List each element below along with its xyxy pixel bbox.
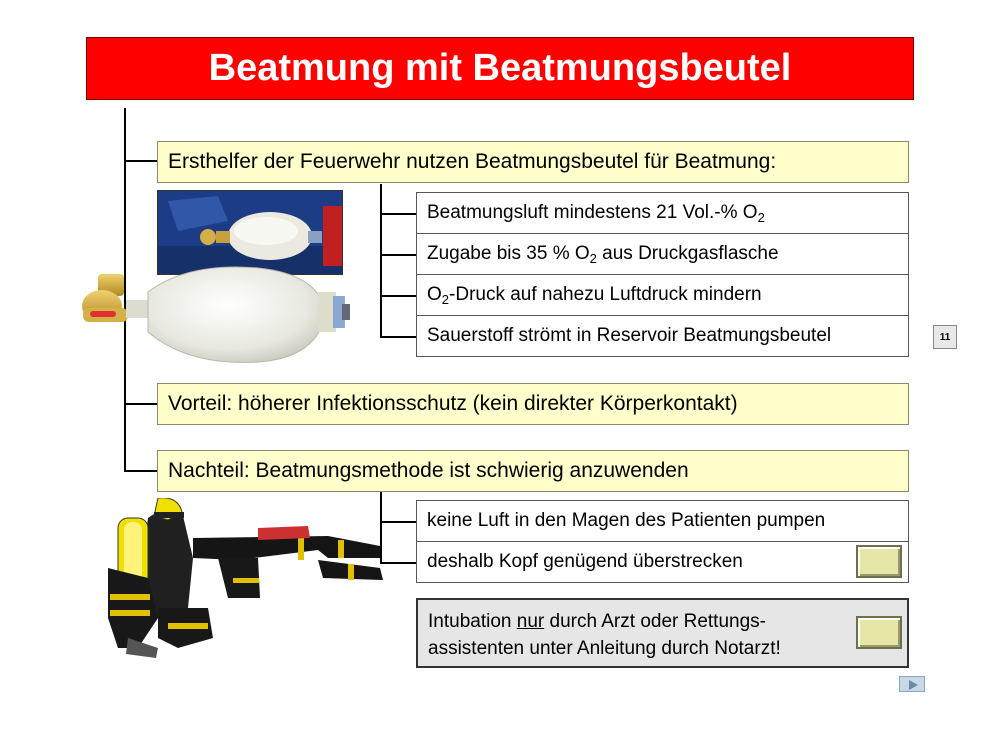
branch-line-2 bbox=[124, 403, 158, 405]
list-item-keine-luft bbox=[416, 500, 909, 542]
note-text: Intubation nur durch Arzt oder Rettungs-assistenten unter Anleitung durch Notarzt! bbox=[428, 611, 781, 659]
list-item-text: Sauerstoff strömt in Reservoir Beatmungsbeutel bbox=[427, 325, 832, 346]
subtree-branch-1d bbox=[380, 336, 417, 338]
page-number: 11 bbox=[933, 325, 957, 349]
heading-nachteil-text: Nachteil: Beatmungsmethode ist schwierig anzuwenden bbox=[168, 459, 689, 482]
note-intubation bbox=[416, 598, 909, 668]
heading-vorteil-text: Vorteil: höherer Infektionsschutz (kein direkter Körperkontakt) bbox=[168, 392, 738, 415]
bag-valve-mask-icon bbox=[78, 262, 358, 368]
play-arrow-icon bbox=[900, 677, 926, 693]
heading-ersthelfer bbox=[157, 141, 909, 183]
page-title: Beatmung mit Beatmungsbeutel bbox=[86, 37, 914, 100]
list-item-text: Zugabe bis 35 % $O_2$ aus Druckgasflasche bbox=[427, 243, 779, 266]
next-slide-button[interactable] bbox=[899, 676, 925, 692]
branch-line-3 bbox=[124, 470, 158, 472]
list-item-beatmungsluft bbox=[416, 192, 909, 234]
list-item-druck bbox=[416, 274, 909, 316]
heading-ersthelfer-text: Ersthelfer der Feuerwehr nutzen Beatmungsbeutel für Beatmung: bbox=[168, 150, 777, 173]
heading-vorteil bbox=[157, 383, 909, 425]
list-item-sauerstoff bbox=[416, 315, 909, 357]
list-item-text: deshalb Kopf genügend überstrecken bbox=[427, 551, 743, 572]
list-item-text: Beatmungsluft mindestens 21 Vol.-% $O_2$ bbox=[427, 202, 765, 225]
list-item-zugabe bbox=[416, 233, 909, 275]
heading-nachteil bbox=[157, 450, 909, 492]
subtree-branch-1a bbox=[380, 213, 417, 215]
firefighter-illustration bbox=[98, 498, 388, 658]
branch-line-1 bbox=[124, 160, 158, 162]
info-button-intubation[interactable] bbox=[856, 616, 902, 649]
subtree-line-1 bbox=[380, 184, 382, 337]
list-item-kopf bbox=[416, 541, 909, 583]
list-item-text: keine Luft in den Magen des Patienten pumpen bbox=[427, 510, 826, 531]
list-item-text: $O_2$-Druck auf nahezu Luftdruck mindern bbox=[427, 284, 762, 307]
subtree-branch-1c bbox=[380, 295, 417, 297]
info-button-kopf[interactable] bbox=[856, 545, 902, 578]
subtree-branch-1b bbox=[380, 254, 417, 256]
